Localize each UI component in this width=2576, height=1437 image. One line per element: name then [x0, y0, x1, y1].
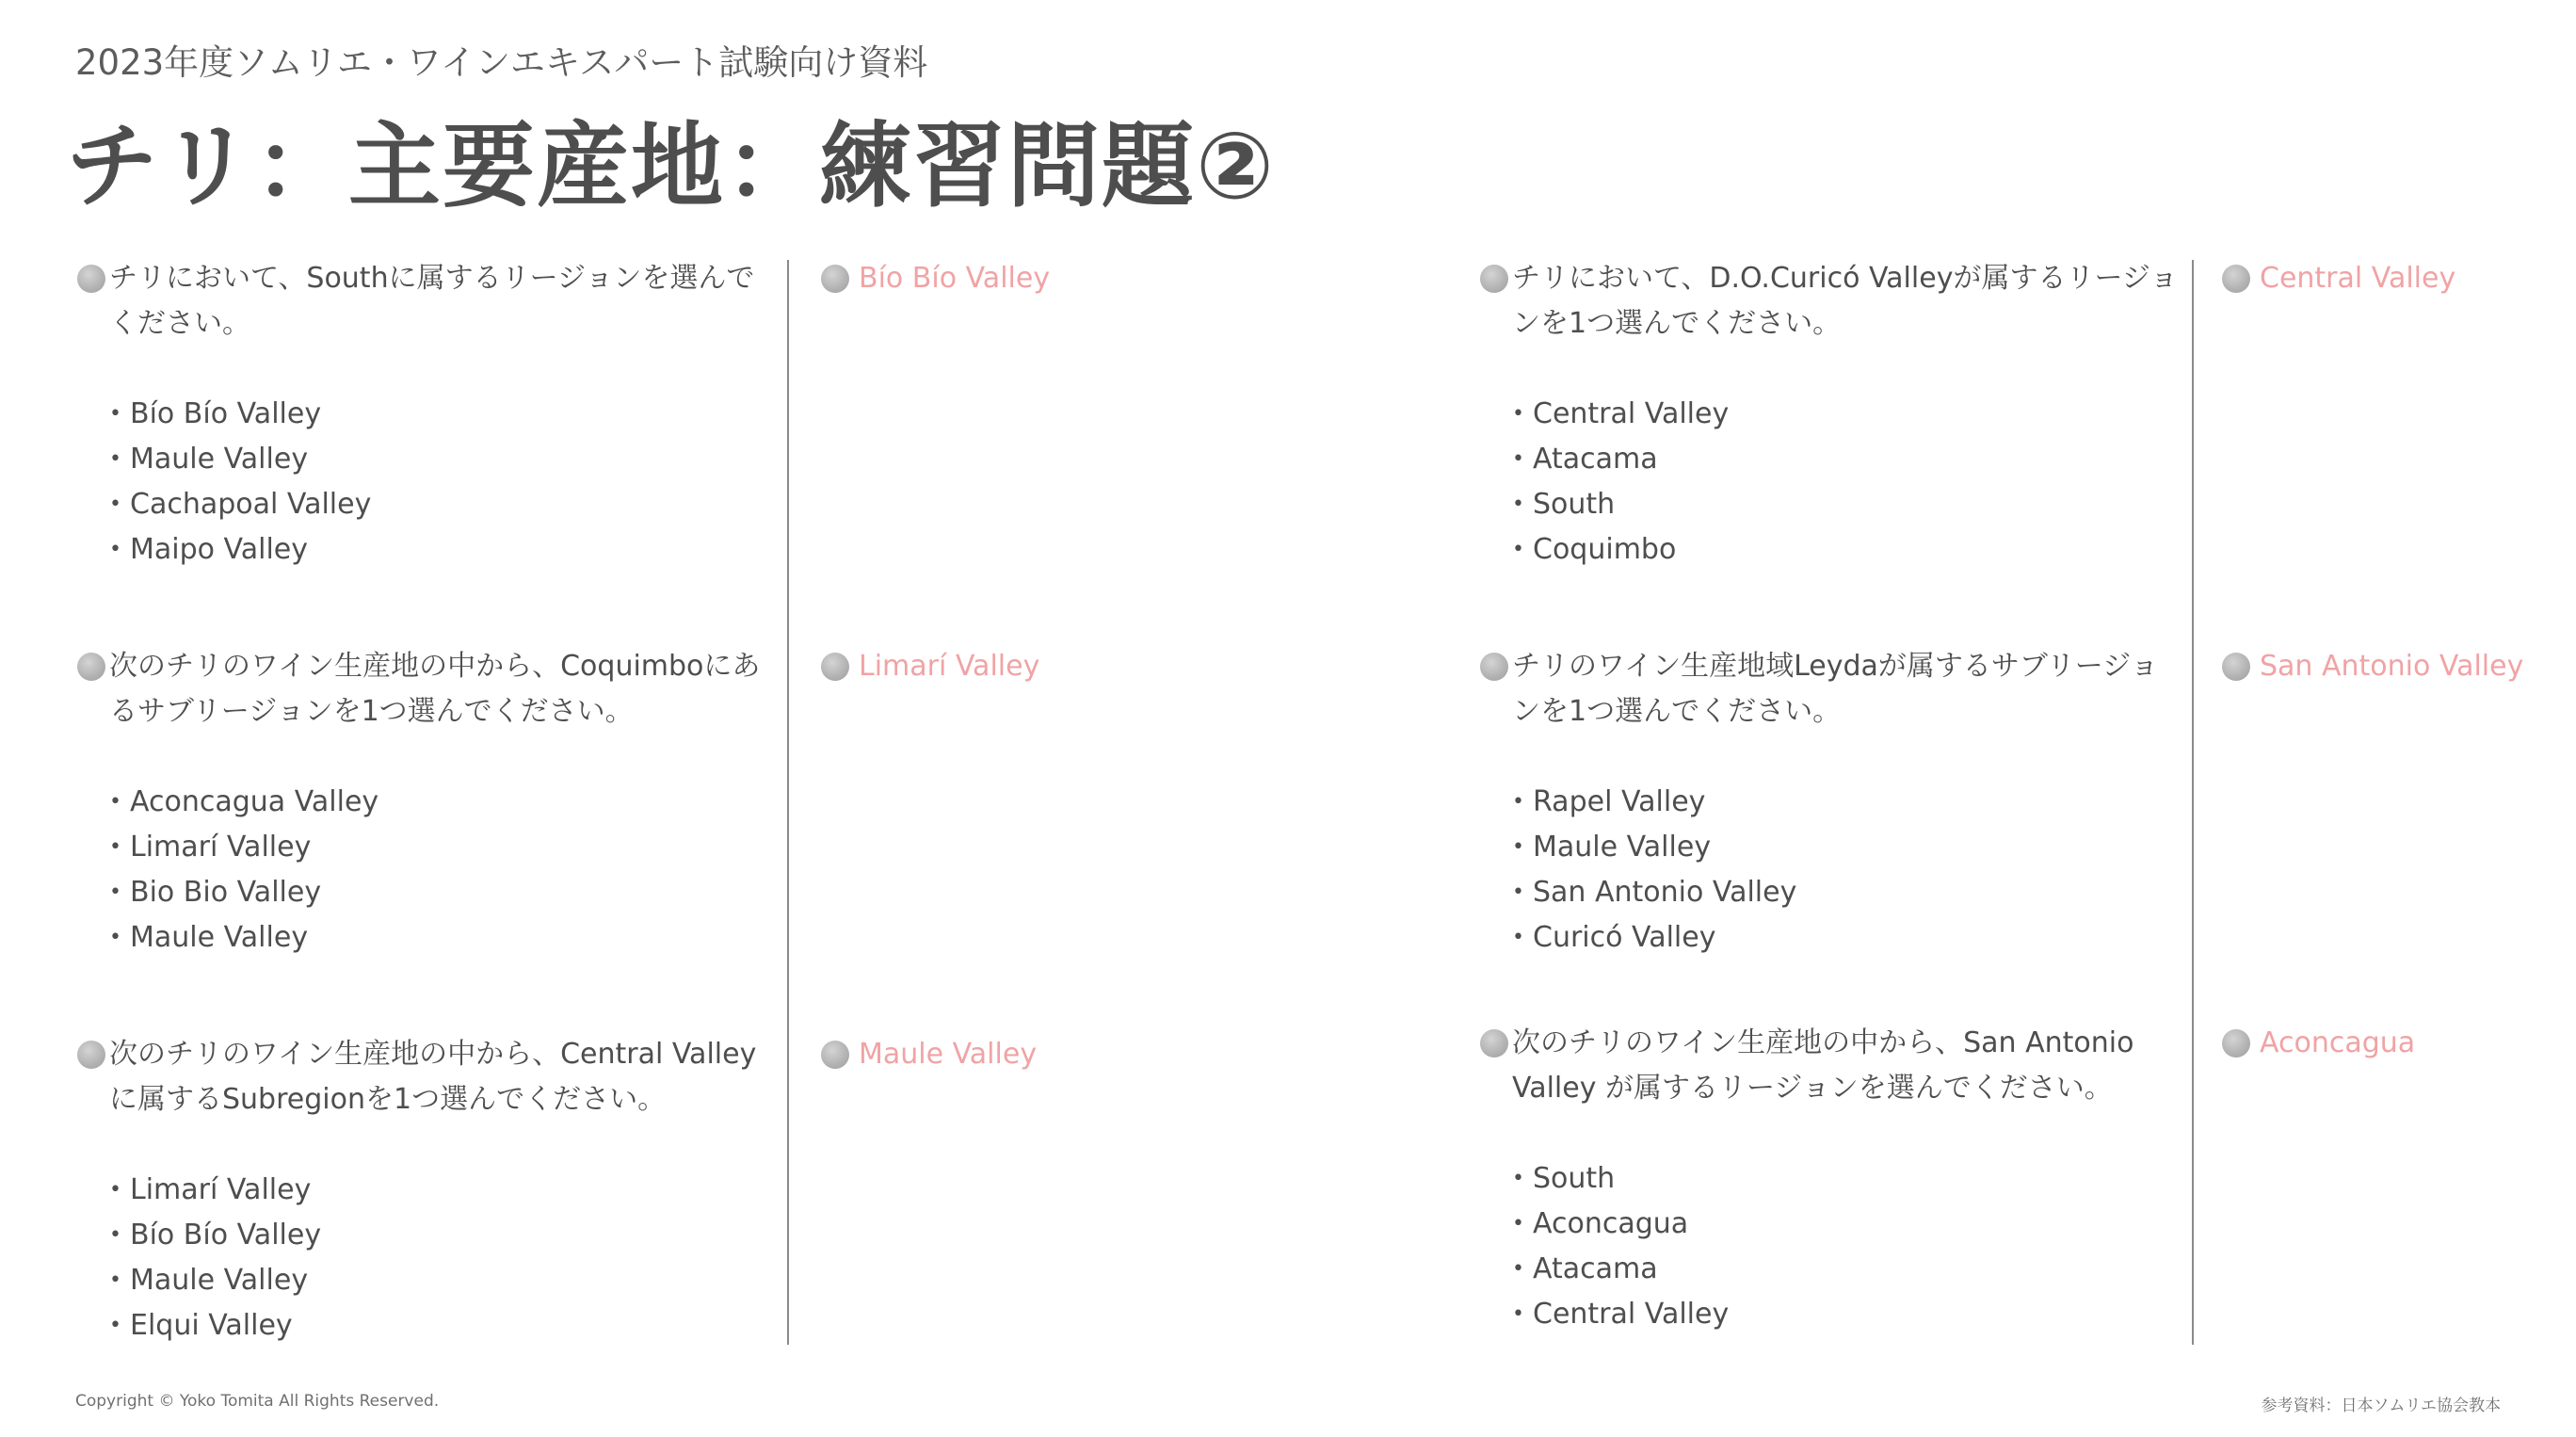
question-3 [77, 1032, 774, 1348]
question-label: 次のチリのワイン生産地の中から、Coquimboにあるサブリージョンを1つ選んでください。 [109, 650, 761, 728]
answer-text: Limarí Valley [859, 650, 1040, 683]
column-divider-left [787, 260, 789, 1345]
option-item: • Elqui Valley [109, 1303, 774, 1348]
option-item: • Atacama [1512, 437, 2179, 482]
option-item: • Cachapoal Valley [109, 482, 774, 527]
option-list [77, 780, 774, 961]
answer-bullet-icon [2222, 265, 2250, 293]
question-label: 次のチリのワイン生産地の中から、Central Valleyに属するSubregionを1つ選んでください。 [109, 1038, 757, 1116]
option-item: • San Antonio Valley [1512, 870, 2179, 915]
answer-bullet-icon [2222, 653, 2250, 681]
question-bullet-icon [77, 653, 105, 681]
option-item: • Rapel Valley [1512, 780, 2179, 825]
answer-text: San Antonio Valley [2260, 650, 2524, 683]
option-item: • Coquimbo [1512, 527, 2179, 573]
answer-4 [2222, 256, 2455, 301]
answer-bullet-icon [821, 1041, 849, 1069]
answer-2 [821, 644, 1039, 689]
question-label: チリにおいて、D.O.Curicó Valleyが属するリージョンを1つ選んでください。 [1512, 262, 2179, 340]
option-item: • Maule Valley [1512, 825, 2179, 870]
answer-text: Maule Valley [859, 1038, 1038, 1071]
option-list [1480, 1156, 2179, 1337]
question-text [1480, 256, 2179, 347]
option-item: • Maule Valley [109, 437, 774, 482]
option-list [1480, 780, 2179, 961]
question-2 [77, 644, 774, 961]
answer-6 [2222, 1021, 2415, 1066]
option-item: • Bío Bío Valley [109, 1213, 774, 1258]
question-text [1480, 1021, 2179, 1111]
question-6 [1480, 1021, 2179, 1337]
question-bullet-icon [1480, 265, 1508, 293]
option-item: • Maule Valley [109, 915, 774, 961]
option-list [1480, 392, 2179, 573]
question-bullet-icon [77, 265, 105, 293]
option-item: • South [1512, 1156, 2179, 1202]
question-bullet-icon [1480, 1029, 1508, 1058]
option-item: • Limarí Valley [109, 825, 774, 870]
question-1 [77, 256, 774, 573]
answer-5 [2222, 644, 2523, 689]
option-item: • Central Valley [1512, 1292, 2179, 1337]
question-text [77, 256, 774, 347]
copyright-text: Copyright © Yoko Tomita All Rights Reserved. [75, 1392, 440, 1411]
option-list [77, 392, 774, 573]
option-item: • Limarí Valley [109, 1168, 774, 1213]
question-label: チリにおいて、Southに属するリージョンを選んでください。 [109, 262, 755, 340]
page-subtitle: 2023年度ソムリエ・ワインエキスパート試験向け資料 [75, 42, 928, 83]
question-bullet-icon [1480, 653, 1508, 681]
answer-3 [821, 1032, 1037, 1077]
option-item: • Curicó Valley [1512, 915, 2179, 961]
question-text [1480, 644, 2179, 735]
question-text [77, 1032, 774, 1122]
answer-1 [821, 256, 1050, 301]
option-item: • Atacama [1512, 1247, 2179, 1292]
page-title: チリ：主要産地：練習問題② [66, 113, 1276, 220]
option-list [77, 1168, 774, 1348]
option-item: • Bío Bío Valley [109, 392, 774, 437]
answer-bullet-icon [821, 265, 849, 293]
option-item: • Central Valley [1512, 392, 2179, 437]
option-item: • South [1512, 482, 2179, 527]
question-label: 次のチリのワイン生産地の中から、San Antonio Valley が属するリージョンを選んでください。 [1512, 1026, 2134, 1105]
option-item: • Aconcagua Valley [109, 780, 774, 825]
question-text [77, 644, 774, 735]
answer-bullet-icon [821, 653, 849, 681]
answer-text: Central Valley [2260, 262, 2456, 295]
question-4 [1480, 256, 2179, 573]
question-bullet-icon [77, 1041, 105, 1069]
column-divider-right [2192, 260, 2194, 1345]
question-label: チリのワイン生産地域Leydaが属するサブリージョンを1つ選んでください。 [1512, 650, 2159, 728]
option-item: • Maipo Valley [109, 527, 774, 573]
question-5 [1480, 644, 2179, 961]
answer-bullet-icon [2222, 1029, 2250, 1058]
option-item: • Aconcagua [1512, 1202, 2179, 1247]
answer-text: Bío Bío Valley [859, 262, 1051, 295]
answer-text: Aconcagua [2260, 1026, 2416, 1059]
option-item: • Bio Bio Valley [109, 870, 774, 915]
option-item: • Maule Valley [109, 1258, 774, 1303]
reference-text: 参考資料：日本ソムリエ協会教本 [2261, 1397, 2501, 1415]
